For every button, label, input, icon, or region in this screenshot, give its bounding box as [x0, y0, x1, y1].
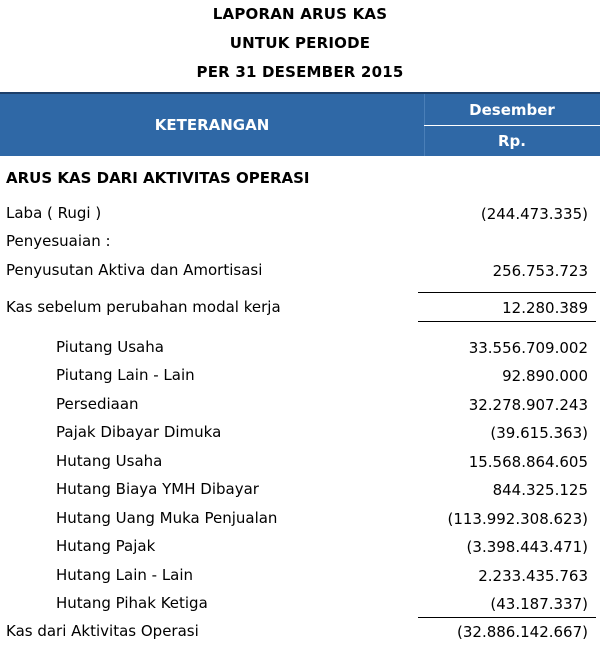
- header-keterangan: KETERANGAN: [154, 116, 270, 134]
- row-amount: 33.556.709.002: [468, 339, 588, 357]
- report-period: PER 31 DESEMBER 2015: [196, 63, 404, 81]
- table-row: [0, 295, 600, 321]
- row-label: Hutang Uang Muka Penjualan: [56, 509, 278, 527]
- section-title: ARUS KAS DARI AKTIVITAS OPERASI: [6, 169, 310, 187]
- row-amount: 92.890.000: [502, 367, 588, 385]
- row-amount: 15.568.864.605: [468, 453, 588, 471]
- table-row: [0, 591, 600, 617]
- table-row: [0, 563, 600, 589]
- row-label: Hutang Usaha: [56, 452, 163, 470]
- table-row: [0, 534, 600, 560]
- row-amount: 32.278.907.243: [468, 396, 588, 414]
- row-label: Penyusutan Aktiva dan Amortisasi: [6, 261, 263, 279]
- table-row: [0, 477, 600, 503]
- row-amount: 844.325.125: [492, 481, 588, 499]
- subtotal-rule-top: [418, 292, 596, 293]
- row-label: Piutang Usaha: [56, 338, 164, 356]
- row-label: Laba ( Rugi ): [6, 204, 102, 222]
- row-amount: (244.473.335): [480, 205, 588, 223]
- row-label: Hutang Pihak Ketiga: [56, 594, 208, 612]
- table-row: [0, 335, 600, 361]
- subtotal-rule-bottom: [418, 321, 596, 322]
- header-month: Desember: [469, 100, 555, 119]
- row-label: Persediaan: [56, 395, 139, 413]
- table-row: [0, 619, 600, 645]
- row-label: Penyesuaian :: [6, 232, 111, 250]
- row-label: Hutang Lain - Lain: [56, 566, 194, 584]
- table-row: [0, 229, 600, 255]
- row-label: Hutang Pajak: [56, 537, 156, 555]
- row-amount: 2.233.435.763: [478, 567, 588, 585]
- row-amount: (3.398.443.471): [466, 538, 588, 556]
- report-subtitle: UNTUK PERIODE: [229, 34, 371, 52]
- header-currency: Rp.: [498, 131, 526, 150]
- table-row: [0, 506, 600, 532]
- row-amount: 12.280.389: [502, 299, 588, 317]
- table-row: [0, 363, 600, 389]
- table-row: [0, 449, 600, 475]
- row-amount: (39.615.363): [490, 424, 588, 442]
- table-header: [0, 92, 600, 156]
- report-title: LAPORAN ARUS KAS: [212, 5, 388, 23]
- row-amount: (32.886.142.667): [457, 623, 588, 641]
- total-rule: [418, 617, 596, 618]
- row-amount: (113.992.308.623): [447, 510, 588, 528]
- table-row: [0, 392, 600, 418]
- row-label: Kas sebelum perubahan modal kerja: [6, 298, 281, 316]
- row-amount: 256.753.723: [492, 262, 588, 280]
- table-row: [0, 420, 600, 446]
- row-label: Hutang Biaya YMH Dibayar: [56, 480, 259, 498]
- table-row: [0, 258, 600, 284]
- row-label: Kas dari Aktivitas Operasi: [6, 622, 199, 640]
- row-label: Pajak Dibayar Dimuka: [56, 423, 222, 441]
- table-row: [0, 201, 600, 227]
- row-label: Piutang Lain - Lain: [56, 366, 195, 384]
- row-amount: (43.187.337): [490, 595, 588, 613]
